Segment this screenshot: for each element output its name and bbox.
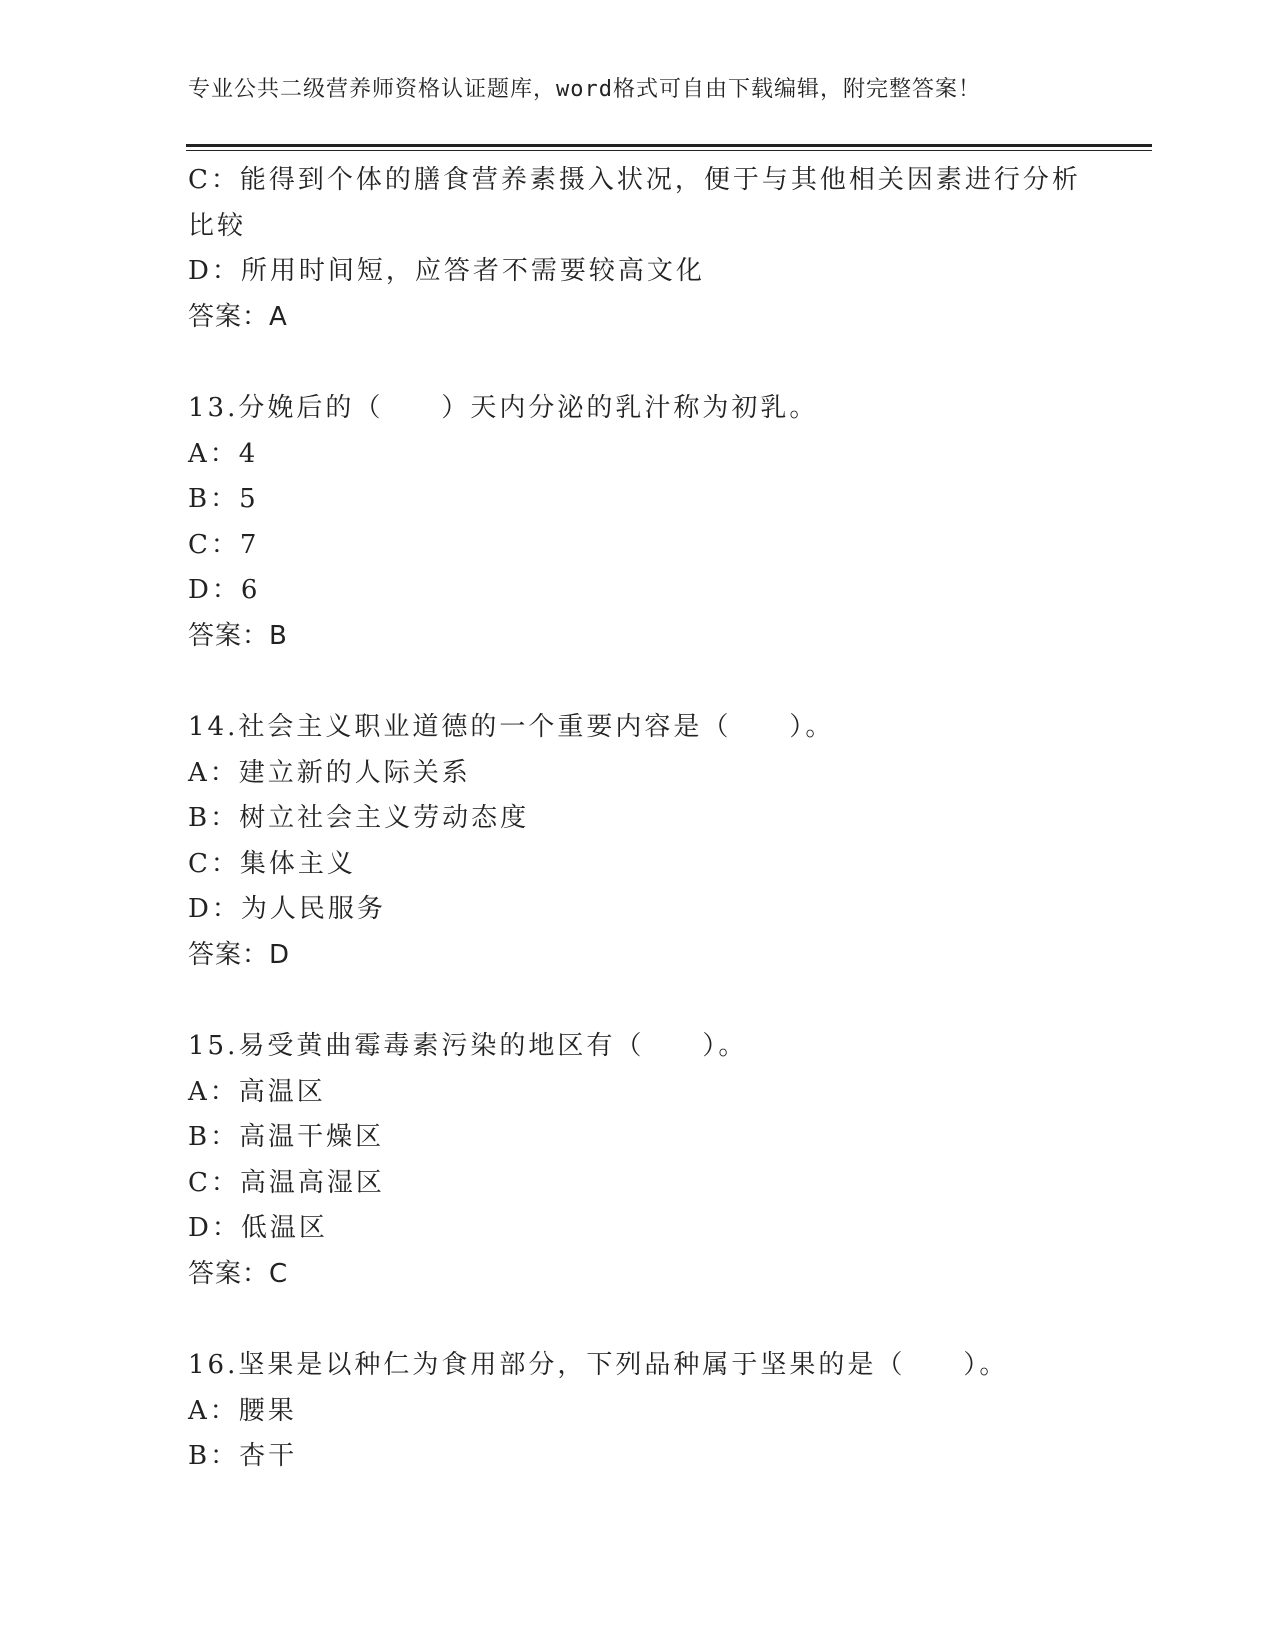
option-b: B：5 xyxy=(188,484,259,514)
question-stem: 13.分娩后的（ ）天内分泌的乳汁称为初乳。 xyxy=(188,393,819,423)
option-b: B：高温干燥区 xyxy=(188,1122,385,1152)
answer-line: 答案：C xyxy=(188,1258,289,1289)
header-divider-thin xyxy=(186,150,1152,151)
question-stem: 15.易受黄曲霉毒素污染的地区有（ ）。 xyxy=(188,1031,748,1061)
question-12-tail xyxy=(188,158,1128,340)
question-14 xyxy=(188,705,1128,978)
option-c-continued: 比较 xyxy=(188,210,247,241)
option-c: C：7 xyxy=(188,529,260,560)
question-16 xyxy=(188,1343,1128,1480)
option-b: B：树立社会主义劳动态度 xyxy=(188,803,530,833)
header-divider-thick xyxy=(186,144,1152,147)
option-d: D：6 xyxy=(188,575,261,605)
option-d: D：所用时间短，应答者不需要较高文化 xyxy=(188,256,705,286)
option-a: A：建立新的人际关系 xyxy=(188,757,471,788)
option-a: A：高温区 xyxy=(188,1076,326,1107)
option-a: A：4 xyxy=(188,438,259,469)
option-c: C：能得到个体的膳食营养素摄入状况，便于与其他相关因素进行分析 xyxy=(188,165,1081,195)
question-stem: 16.坚果是以种仁为食用部分，下列品种属于坚果的是（ ）。 xyxy=(188,1350,1009,1380)
question-stem: 14.社会主义职业道德的一个重要内容是（ ）。 xyxy=(188,712,835,742)
option-b: B：杏干 xyxy=(188,1441,298,1471)
question-13 xyxy=(188,386,1128,659)
option-d: D：为人民服务 xyxy=(188,894,386,924)
option-d: D：低温区 xyxy=(188,1213,328,1243)
question-content xyxy=(188,158,1128,1480)
answer-line: 答案：D xyxy=(188,939,291,970)
answer-line: 答案：B xyxy=(188,620,288,651)
answer-line: 答案：A xyxy=(188,301,288,332)
option-c: C：高温高湿区 xyxy=(188,1167,385,1198)
option-a: A：腰果 xyxy=(188,1395,297,1426)
option-c: C：集体主义 xyxy=(188,848,356,879)
page-header: 专业公共二级营养师资格认证题库，word格式可自由下载编辑，附完整答案！ xyxy=(188,77,981,102)
question-15 xyxy=(188,1024,1128,1297)
